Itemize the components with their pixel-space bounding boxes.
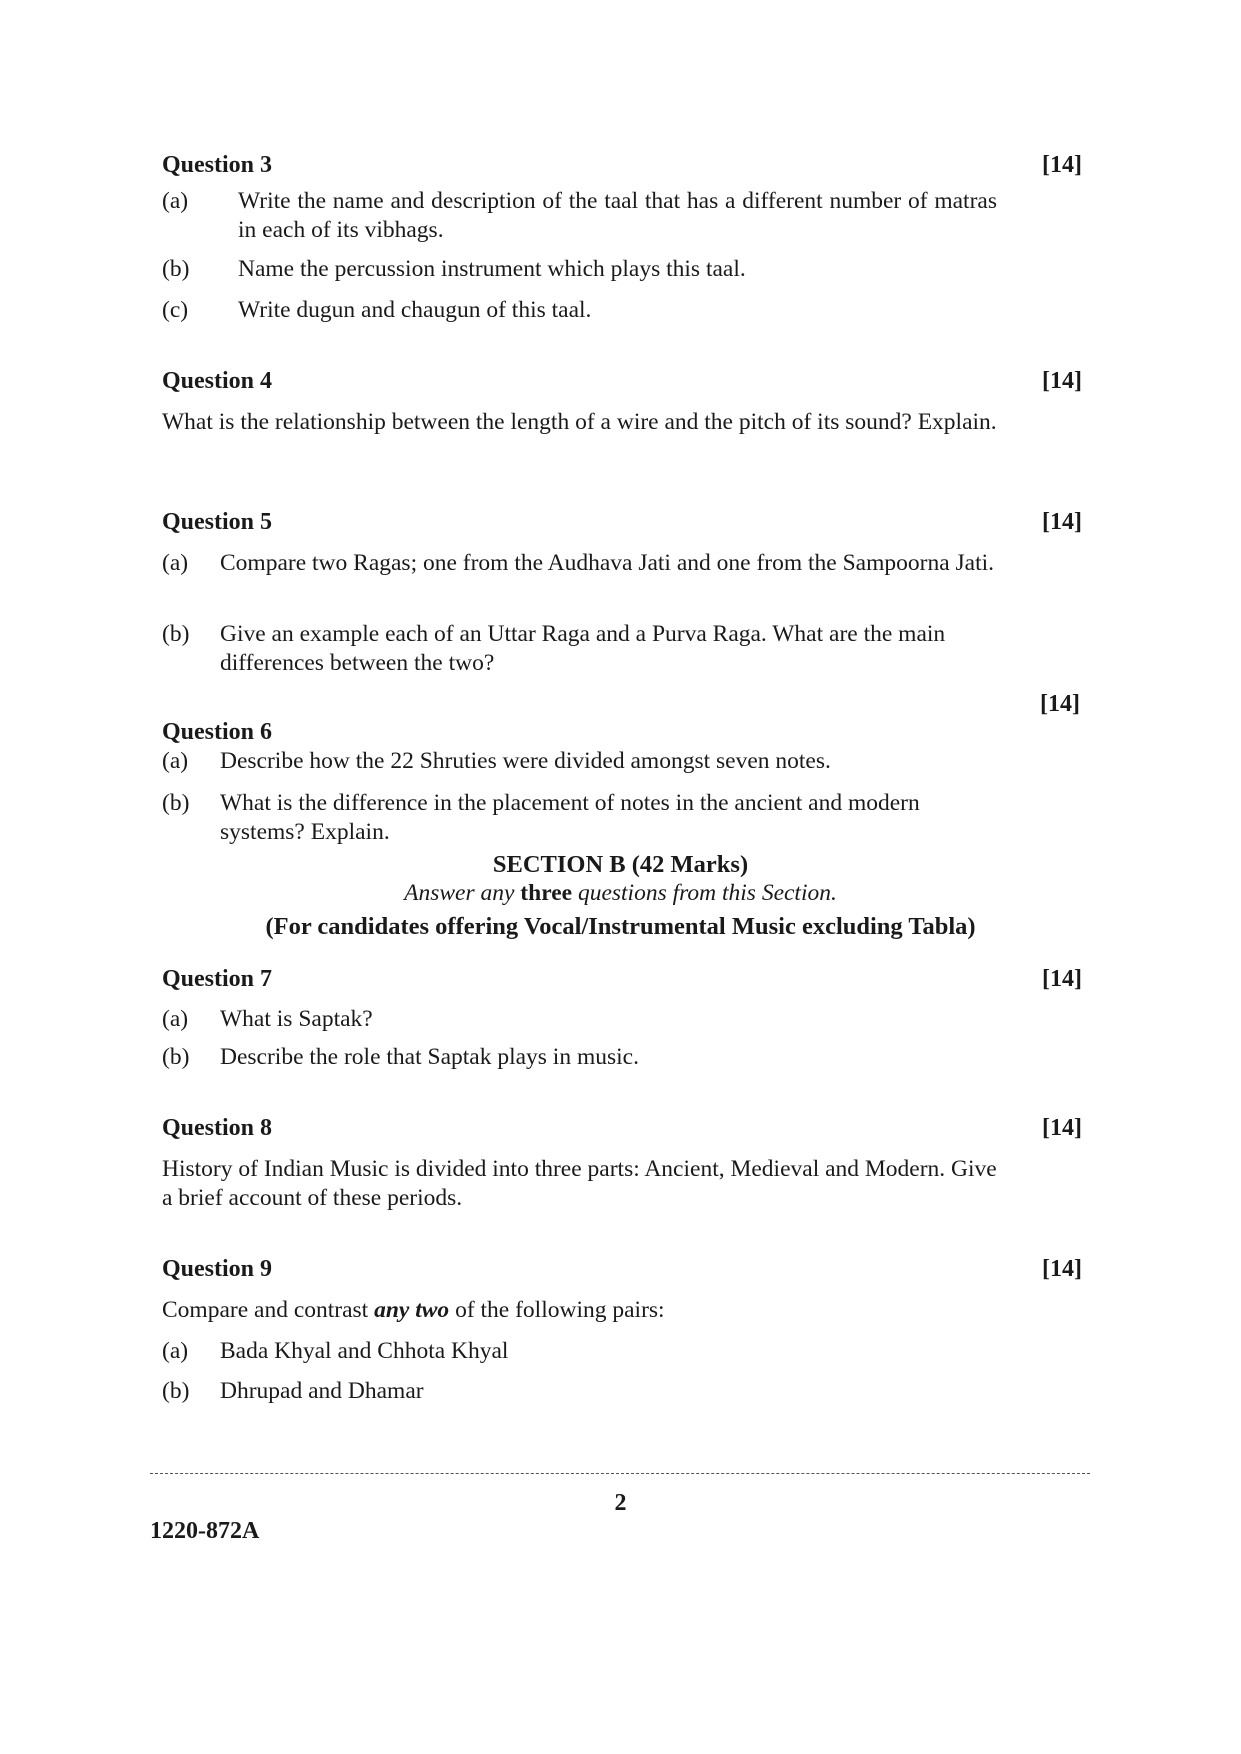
part-text: Describe how the 22 Shruties were divided amongst seven notes.: [220, 748, 831, 774]
question-8-title: Question 8: [162, 1115, 273, 1141]
question-5-part-b: [162, 620, 997, 678]
part-text: Compare two Ragas; one from the Audhava Jati and one from the Sampoorna Jati.: [220, 550, 995, 576]
question-9-marks: [14]: [1042, 1256, 1082, 1282]
part-label: (b): [162, 1044, 190, 1070]
instruction-pre: Answer any: [404, 880, 521, 906]
question-5-title: Question 5: [162, 509, 273, 535]
part-label: (a): [162, 748, 189, 774]
question-7-heading: [162, 965, 1082, 993]
question-9-intro: [162, 1296, 997, 1325]
question-7-marks: [14]: [1042, 966, 1082, 992]
part-label: (a): [162, 188, 189, 214]
page-number: 2: [614, 1490, 627, 1516]
part-label: (a): [162, 1338, 189, 1364]
section-b-note: (For candidates offering Vocal/Instrumental Music excluding Tabla): [265, 913, 976, 940]
question-6-part-a: [162, 747, 997, 776]
question-8-marks: [14]: [1042, 1115, 1082, 1141]
part-label: (b): [162, 1378, 190, 1404]
part-label: (a): [162, 550, 189, 576]
question-3-heading: [162, 151, 1082, 179]
question-3-title: Question 3: [162, 152, 273, 178]
question-4-marks: [14]: [1042, 368, 1082, 394]
question-6-heading: [162, 718, 1082, 746]
question-3-part-c: [162, 296, 997, 325]
question-7-part-a: [162, 1005, 997, 1034]
intro-pre: Compare and contrast: [162, 1297, 375, 1323]
question-3-part-a: [162, 187, 997, 245]
part-text: Dhrupad and Dhamar: [220, 1378, 424, 1404]
question-8-heading: [162, 1114, 1082, 1142]
question-4-heading: [162, 367, 1082, 395]
part-label: (c): [162, 297, 189, 323]
question-4-title: Question 4: [162, 368, 273, 394]
part-label: (a): [162, 1006, 189, 1032]
question-7-part-b: [162, 1043, 997, 1072]
question-7-title: Question 7: [162, 966, 273, 992]
instruction-bold: three: [520, 880, 573, 906]
question-9-heading: [162, 1255, 1082, 1283]
part-text: Name the percussion instrument which plays this taal.: [238, 256, 746, 282]
part-text: Bada Khyal and Chhota Khyal: [220, 1338, 509, 1364]
footer-divider: [150, 1473, 1090, 1474]
part-text: Describe the role that Saptak plays in music.: [220, 1044, 639, 1070]
question-3-marks: [14]: [1042, 152, 1082, 178]
part-text: What is Saptak?: [220, 1006, 373, 1032]
question-4-text: What is the relationship between the length of a wire and the pitch of its sound? Explain.: [162, 409, 997, 435]
part-text: Give an example each of an Uttar Raga and a Purva Raga. What are the main differences between the two?: [220, 621, 946, 676]
section-b-title: SECTION B (42 Marks): [492, 851, 749, 878]
question-8-text: History of Indian Music is divided into three parts: Ancient, Medieval and Modern. Give a brief account of these periods.: [162, 1156, 997, 1211]
part-label: (b): [162, 256, 190, 282]
question-9-part-a: [162, 1337, 997, 1366]
part-text: Write the name and description of the taal that has a different number of matras in each of its vibhags.: [238, 188, 997, 243]
paper-code: 1220-872A: [150, 1518, 260, 1544]
question-3-part-b: [162, 255, 997, 284]
question-5-part-a: [162, 549, 997, 578]
question-9-part-b: [162, 1377, 997, 1406]
question-6-part-b: [162, 789, 997, 847]
intro-emphasis: any two: [374, 1297, 450, 1323]
question-6-title: Question 6: [162, 719, 273, 745]
part-text: Write dugun and chaugun of this taal.: [238, 297, 592, 323]
instruction-post: questions from this Section.: [572, 880, 837, 906]
part-label: (b): [162, 790, 190, 816]
question-6-marks: [14]: [1040, 691, 1080, 717]
intro-post: of the following pairs:: [449, 1297, 665, 1323]
part-label: (b): [162, 621, 190, 647]
question-9-title: Question 9: [162, 1256, 273, 1282]
question-5-heading: [162, 508, 1082, 536]
section-b-instruction: [0, 879, 1241, 908]
part-text: What is the difference in the placement of notes in the ancient and modern systems? Explain.: [220, 790, 920, 845]
question-5-marks: [14]: [1042, 509, 1082, 535]
